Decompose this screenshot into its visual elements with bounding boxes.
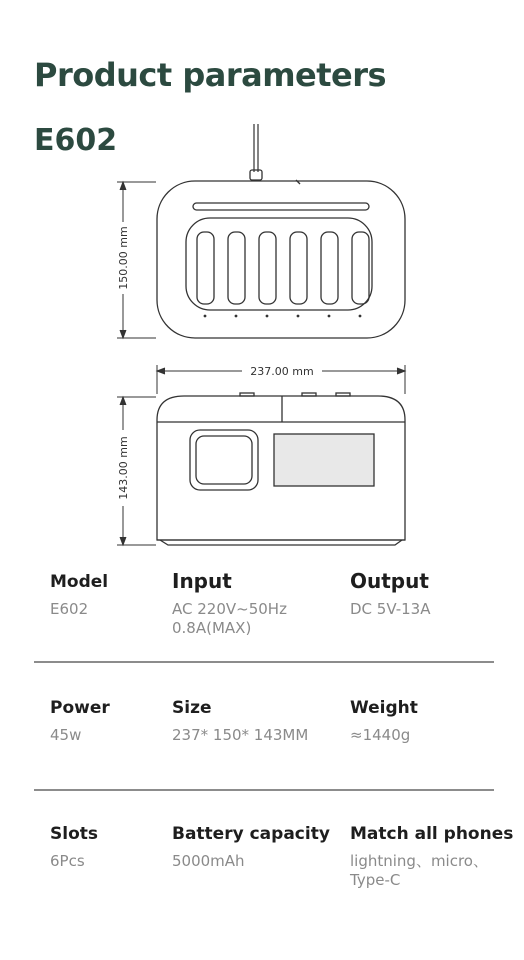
slot-group bbox=[197, 232, 369, 304]
spec-label: Output bbox=[350, 569, 429, 593]
spec-value: ≈1440g bbox=[350, 726, 411, 744]
slot bbox=[352, 232, 369, 304]
spec-value: 5000mAh bbox=[172, 852, 245, 870]
spec-label: Match all phones bbox=[350, 824, 514, 844]
slot bbox=[259, 232, 276, 304]
spec-value: 6Pcs bbox=[50, 852, 85, 870]
spec-label: Battery capacity bbox=[172, 824, 330, 844]
front-view bbox=[117, 365, 405, 545]
cable-plug bbox=[250, 170, 262, 180]
spec-weight bbox=[350, 698, 418, 745]
spec-value: E602 bbox=[50, 600, 89, 618]
spec-compatibility bbox=[350, 824, 520, 890]
front-height-label: 143.00 mm bbox=[117, 436, 130, 500]
spec-value: 237* 150* 143MM bbox=[172, 726, 309, 744]
spec-value: AC 220V~50Hz 0.8A(MAX) bbox=[172, 600, 287, 637]
slot bbox=[228, 232, 245, 304]
power-button bbox=[196, 436, 252, 484]
divider bbox=[34, 661, 494, 663]
slot bbox=[197, 232, 214, 304]
spec-battery-capacity bbox=[172, 824, 330, 871]
slot bbox=[290, 232, 307, 304]
spec-slots bbox=[50, 824, 98, 871]
power-cable bbox=[254, 124, 258, 172]
spec-label: Input bbox=[172, 569, 232, 593]
spec-value: 45w bbox=[50, 726, 82, 744]
spec-output bbox=[350, 569, 430, 619]
display-panel bbox=[274, 434, 374, 486]
divider bbox=[34, 789, 494, 791]
spec-value: DC 5V-13A bbox=[350, 600, 431, 618]
power-button-frame bbox=[190, 430, 258, 490]
model-heading: E602 bbox=[34, 123, 118, 158]
spec-value: lightning、micro、 Type-C bbox=[350, 852, 488, 889]
top-view-body bbox=[157, 181, 405, 338]
slot bbox=[321, 232, 338, 304]
spec-input bbox=[172, 569, 287, 638]
slot-indicator-dots bbox=[204, 315, 362, 318]
spec-label: Weight bbox=[350, 698, 418, 718]
spec-label: Slots bbox=[50, 824, 98, 844]
spec-label: Model bbox=[50, 572, 109, 592]
spec-label: Size bbox=[172, 698, 212, 718]
light-bar bbox=[193, 203, 369, 210]
front-width-label: 237.00 mm bbox=[250, 365, 314, 378]
page-title: Product parameters bbox=[34, 56, 387, 94]
spec-model bbox=[50, 572, 108, 619]
spec-power bbox=[50, 698, 110, 745]
spec-size bbox=[172, 698, 308, 745]
top-view bbox=[117, 124, 405, 338]
spec-label: Power bbox=[50, 698, 110, 718]
top-height-label: 150.00 mm bbox=[117, 226, 130, 290]
